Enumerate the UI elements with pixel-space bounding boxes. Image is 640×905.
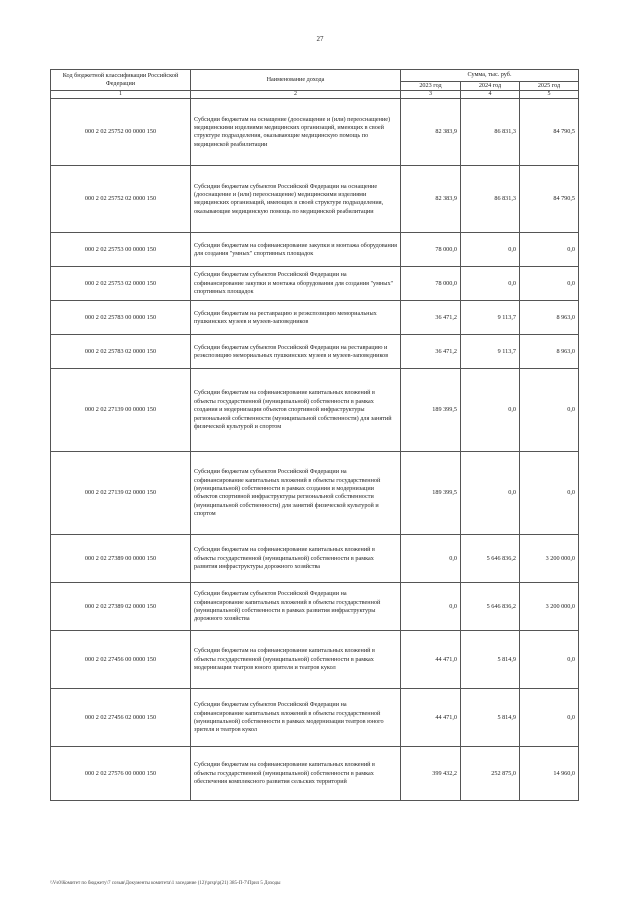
row-value-2024: 5 646 836,2 xyxy=(461,535,520,583)
table-row xyxy=(51,99,579,166)
table-row xyxy=(51,747,579,801)
row-value-2023: 44 471,0 xyxy=(401,689,461,747)
row-code: 000 2 02 25783 02 0000 150 xyxy=(51,335,191,369)
row-value-2025: 3 200 000,0 xyxy=(520,583,579,631)
row-code: 000 2 02 25783 00 0000 150 xyxy=(51,301,191,335)
row-value-2023: 36 471,2 xyxy=(401,335,461,369)
row-value-2025: 0,0 xyxy=(520,689,579,747)
table-row xyxy=(51,166,579,233)
row-value-2024: 0,0 xyxy=(461,233,520,267)
row-value-2025: 84 790,5 xyxy=(520,166,579,233)
row-value-2024: 252 875,0 xyxy=(461,747,520,801)
row-value-2024: 0,0 xyxy=(461,369,520,452)
row-name: Субсидии бюджетам на софинансирование капитальных вложений в объекты государственной (муниципальной) собственности в рамках создания и модернизации объектов спортивной инфраструктуры региональной собственности (муниципальной собственности) для занятий физической культурой и спортом xyxy=(191,369,401,452)
row-value-2023: 36 471,2 xyxy=(401,301,461,335)
row-value-2023: 82 383,9 xyxy=(401,99,461,166)
table-row xyxy=(51,369,579,452)
table-row xyxy=(51,689,579,747)
header-code: Код бюджетной классификации Российской Федерации xyxy=(51,70,191,91)
column-number: 3 xyxy=(401,91,461,99)
column-numbers-row xyxy=(51,91,579,99)
row-code: 000 2 02 25752 02 0000 150 xyxy=(51,166,191,233)
column-number: 4 xyxy=(461,91,520,99)
row-name: Субсидии бюджетам на софинансирование капитальных вложений в объекты государственной (муниципальной) собственности в рамках обеспечения комплексного развития сельских территорий xyxy=(191,747,401,801)
row-name: Субсидии бюджетам субъектов Российской Федерации на оснащение (дооснащение и (или) переоснащение) медицинскими изделиями медицинских организаций, имеющих в своей структуре подразделения, оказывающие медицинскую помощь по медицинской реабилитации xyxy=(191,166,401,233)
row-value-2023: 82 383,9 xyxy=(401,166,461,233)
row-name: Субсидии бюджетам на софинансирование капитальных вложений в объекты государственной (муниципальной) собственности в рамках развития инфраструктуры дорожного хозяйства xyxy=(191,535,401,583)
row-code: 000 2 02 27389 00 0000 150 xyxy=(51,535,191,583)
row-code: 000 2 02 25752 00 0000 150 xyxy=(51,99,191,166)
row-value-2025: 0,0 xyxy=(520,631,579,689)
row-code: 000 2 02 27139 00 0000 150 xyxy=(51,369,191,452)
row-value-2025: 0,0 xyxy=(520,233,579,267)
row-value-2025: 0,0 xyxy=(520,369,579,452)
column-number: 1 xyxy=(51,91,191,99)
row-value-2024: 9 113,7 xyxy=(461,335,520,369)
row-name: Субсидии бюджетам субъектов Российской Федерации на софинансирование капитальных вложений в объекты государственной (муниципальной) собственности в рамках развития инфраструктуры дорожного хозяйства xyxy=(191,583,401,631)
row-code: 000 2 02 27456 00 0000 150 xyxy=(51,631,191,689)
row-code: 000 2 02 27456 02 0000 150 xyxy=(51,689,191,747)
row-value-2025: 3 200 000,0 xyxy=(520,535,579,583)
row-name: Субсидии бюджетам на софинансирование закупки и монтажа оборудования для создания "умных" спортивных площадок xyxy=(191,233,401,267)
row-name: Субсидии бюджетам на реставрацию и реэкспозицию мемориальных пушкинских музеев и музеев-заповедников xyxy=(191,301,401,335)
page-number: 27 xyxy=(316,35,324,43)
row-value-2025: 8 963,0 xyxy=(520,335,579,369)
header-year-2023: 2023 год xyxy=(401,82,461,91)
row-code: 000 2 02 27139 02 0000 150 xyxy=(51,452,191,535)
row-value-2024: 5 646 836,2 xyxy=(461,583,520,631)
row-value-2025: 84 790,5 xyxy=(520,99,579,166)
row-value-2023: 78 000,0 xyxy=(401,267,461,301)
row-value-2024: 86 831,3 xyxy=(461,166,520,233)
row-code: 000 2 02 25753 02 0000 150 xyxy=(51,267,191,301)
header-year-2025: 2025 год xyxy=(520,82,579,91)
file-path-footer: \\Vs0\Комитет по бюджету\7 созыв\Документы комитета\1 заседание (12)\prsp\p(21) 385-П-7\Прил 5 Доходы xyxy=(50,881,281,886)
table-row xyxy=(51,267,579,301)
row-value-2023: 399 432,2 xyxy=(401,747,461,801)
row-value-2024: 0,0 xyxy=(461,452,520,535)
column-number: 2 xyxy=(191,91,401,99)
row-value-2024: 5 814,9 xyxy=(461,689,520,747)
row-value-2023: 44 471,0 xyxy=(401,631,461,689)
row-value-2024: 5 814,9 xyxy=(461,631,520,689)
row-value-2025: 8 963,0 xyxy=(520,301,579,335)
row-name: Субсидии бюджетам субъектов Российской Федерации на реставрацию и реэкспозицию мемориальных пушкинских музеев и музеев-заповедников xyxy=(191,335,401,369)
row-name: Субсидии бюджетам на оснащение (дооснащение и (или) переоснащение) медицинскими изделиями медицинских организаций, имеющих в своей структуре подразделения, оказывающие медицинскую помощь по медицинской реабилитации xyxy=(191,99,401,166)
row-code: 000 2 02 27389 02 0000 150 xyxy=(51,583,191,631)
row-name: Субсидии бюджетам на софинансирование капитальных вложений в объекты государственной (муниципальной) собственности в рамках модернизации театров юного зрителя и театров кукол xyxy=(191,631,401,689)
row-value-2024: 0,0 xyxy=(461,267,520,301)
row-value-2023: 189 399,5 xyxy=(401,452,461,535)
row-name: Субсидии бюджетам субъектов Российской Федерации на софинансирование капитальных вложений в объекты государственной (муниципальной) собственности в рамках создания и модернизации объектов спортивной инфраструктуры региональной собственности (муниципальной собственности) для занятий физической культурой и спортом xyxy=(191,452,401,535)
column-number: 5 xyxy=(520,91,579,99)
table-body xyxy=(51,99,579,801)
revenue-table xyxy=(50,69,579,801)
header-year-2024: 2024 год xyxy=(461,82,520,91)
table-header xyxy=(51,70,579,99)
header-name: Наименование дохода xyxy=(191,70,401,91)
row-name: Субсидии бюджетам субъектов Российской Федерации на софинансирование капитальных вложений в объекты государственной (муниципальной) собственности в рамках модернизации театров юного зрителя и театров кукол xyxy=(191,689,401,747)
row-value-2023: 189 399,5 xyxy=(401,369,461,452)
header-sum: Сумма, тыс. руб. xyxy=(401,70,579,82)
row-name: Субсидии бюджетам субъектов Российской Федерации на софинансирование закупки и монтажа оборудования для создания "умных" спортивных площадок xyxy=(191,267,401,301)
table-row xyxy=(51,335,579,369)
row-code: 000 2 02 27576 00 0000 150 xyxy=(51,747,191,801)
table-row xyxy=(51,631,579,689)
table-row xyxy=(51,301,579,335)
table-row xyxy=(51,583,579,631)
row-value-2024: 9 113,7 xyxy=(461,301,520,335)
row-value-2024: 86 831,3 xyxy=(461,99,520,166)
row-value-2023: 0,0 xyxy=(401,583,461,631)
row-code: 000 2 02 25753 00 0000 150 xyxy=(51,233,191,267)
table-row xyxy=(51,233,579,267)
row-value-2023: 0,0 xyxy=(401,535,461,583)
row-value-2023: 78 000,0 xyxy=(401,233,461,267)
row-value-2025: 0,0 xyxy=(520,267,579,301)
table-row xyxy=(51,452,579,535)
table-row xyxy=(51,535,579,583)
row-value-2025: 14 960,0 xyxy=(520,747,579,801)
row-value-2025: 0,0 xyxy=(520,452,579,535)
